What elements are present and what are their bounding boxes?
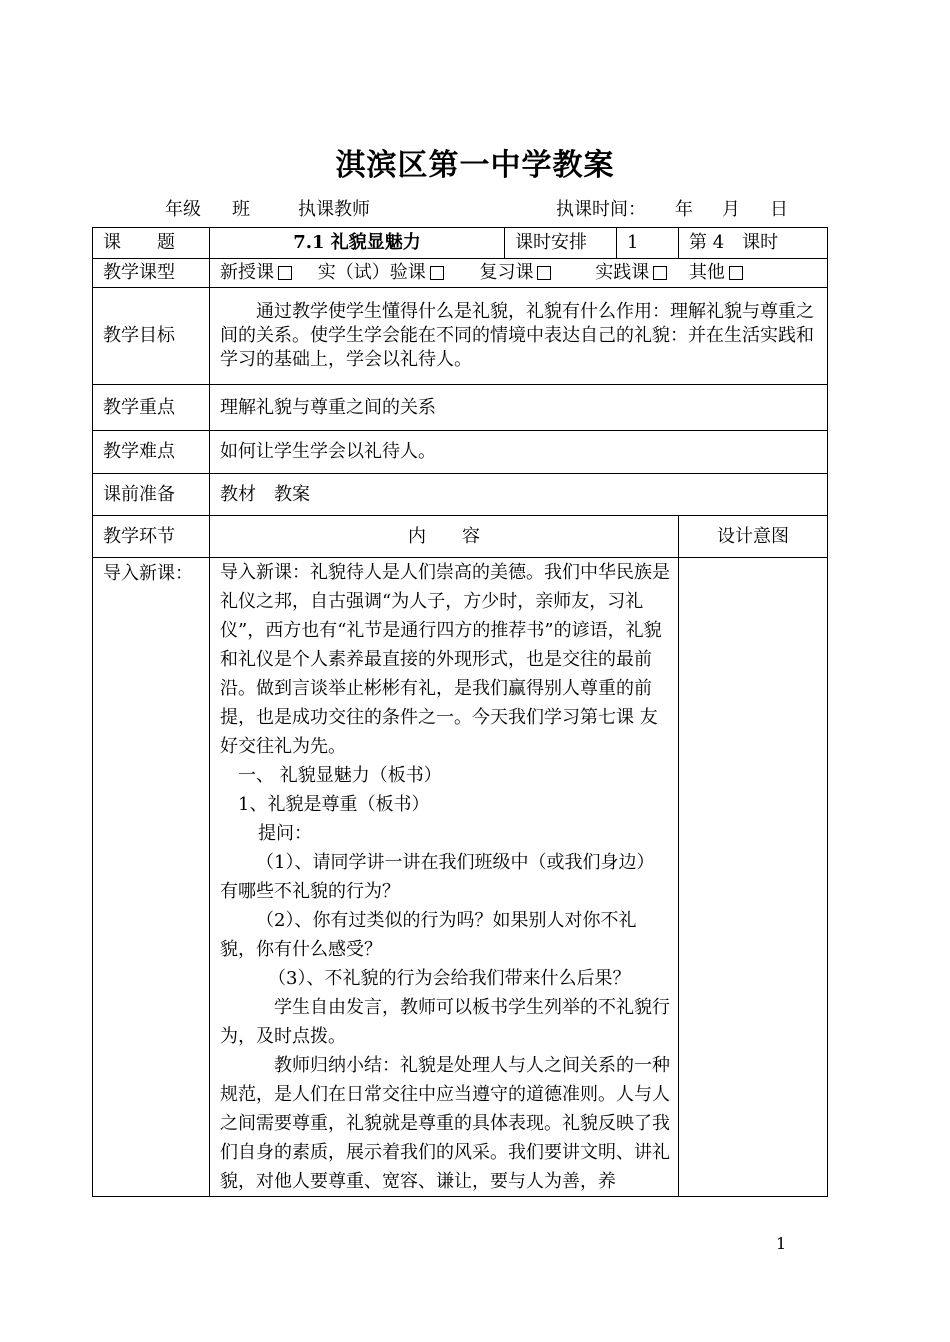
class-label: 班 [232,199,250,220]
review-lesson-checkbox[interactable] [537,266,551,280]
question-label: 提问： [258,823,312,844]
month-label: 月 [722,199,740,220]
option-experiment-lesson: 实（试）验课 [317,262,426,283]
lesson-type-row [93,259,828,288]
schedule-value: 1 [617,228,679,259]
day-label: 日 [770,199,788,220]
question-three: （3）、不礼貌的行为会给我们带来什么后果？ [268,968,631,989]
difficulty-text: 如何让学生学会以礼待人。 [210,431,828,474]
key-point-row [93,385,828,431]
topic-value: 7.1 礼貌显魅力 [210,228,505,259]
lesson-plan-table [92,227,828,1197]
question-two: （2）、你有过类似的行为吗？如果别人对你不礼貌，你有什么感受？ [220,910,637,960]
option-new-lesson: 新授课 [220,262,274,283]
objective-row [93,288,828,385]
year-label: 年 [675,199,693,220]
question-one: （1）、请同学讲一讲在我们班级中（或我们身边）有哪些不礼貌的行为？ [220,852,655,902]
intro-paragraph: 导入新课：礼貌待人是人们崇高的美德。我们中华民族是礼仪之邦，自古强调“为人子，方少时，亲师友，习礼仪”，西方也有“礼节是通行四方的推荐书”的谚语，礼貌和礼仪是个人素养最直接的外现形式，也是交往的最前沿。做到言谈举止彬彬有礼，是我们赢得别人尊重的前提，也是成功交往的条件之一。今天我们学习第七课 友好交往礼为先。 [220,562,670,757]
teacher-summary: 教师归纳小结：礼貌是处理人与人之间关系的一种规范，是人们在日常交往中应当遵守的道德准则。人与人之间需要尊重，礼貌就是尊重的具体表现。礼貌反映了我们自身的素质，展示着我们的风采。我们要讲文明、讲礼貌，对他人要尊重、宽容、谦让，要与人为善，养 [220,1055,670,1192]
grade-label: 年级 [165,199,201,220]
difficulty-label: 教学难点 [93,431,210,474]
main-content [210,558,679,1197]
option-practice-lesson: 实践课 [595,262,650,283]
main-row [93,558,828,1197]
section-header: 教学环节 [93,516,210,558]
key-point-text: 理解礼貌与尊重之间的关系 [210,385,828,431]
main-intent-cell [679,558,828,1197]
key-point-label: 教学重点 [93,385,210,431]
header-row [93,516,828,558]
objective-label: 教学目标 [93,288,210,385]
document-title: 淇滨区第一中学教案 [335,148,615,183]
new-lesson-checkbox[interactable] [278,266,292,280]
option-other: 其他 [688,262,725,283]
lesson-type-label: 教学课型 [93,259,210,288]
preparation-text: 教材 教案 [210,474,828,516]
experiment-lesson-checkbox[interactable] [430,266,444,280]
main-section-label: 导入新课： [93,558,210,1197]
time-label: 执课时间： [556,199,646,220]
schedule-label: 课时安排 [505,228,617,259]
intent-header: 设计意图 [679,516,828,558]
option-review-lesson: 复习课 [479,262,534,283]
teacher-label: 执课教师 [298,199,370,220]
student-discussion: 学生自由发言，教师可以板书学生列举的不礼貌行为，及时点拨。 [220,997,670,1047]
practice-lesson-checkbox[interactable] [653,266,667,280]
period-value: 第 4 课时 [679,228,828,259]
topic-row [93,228,828,259]
lesson-type-options [210,259,828,288]
topic-label: 课 题 [93,228,210,259]
content-header: 内 容 [210,516,679,558]
subheading-one: 1、礼貌是尊重（板书） [238,794,430,815]
other-checkbox[interactable] [729,266,743,280]
objective-text: 通过教学使学生懂得什么是礼貌，礼貌有什么作用：理解礼貌与尊重之间的关系。使学生学会能在不同的情境中表达自己的礼貌：并在生活实践和学习的基础上，学会以礼待人。 [210,288,828,385]
difficulty-row [93,431,828,474]
preparation-row [93,474,828,516]
preparation-label: 课前准备 [93,474,210,516]
page-number: 1 [776,1234,787,1253]
heading-one: 一、 礼貌显魅力（板书） [238,765,442,786]
